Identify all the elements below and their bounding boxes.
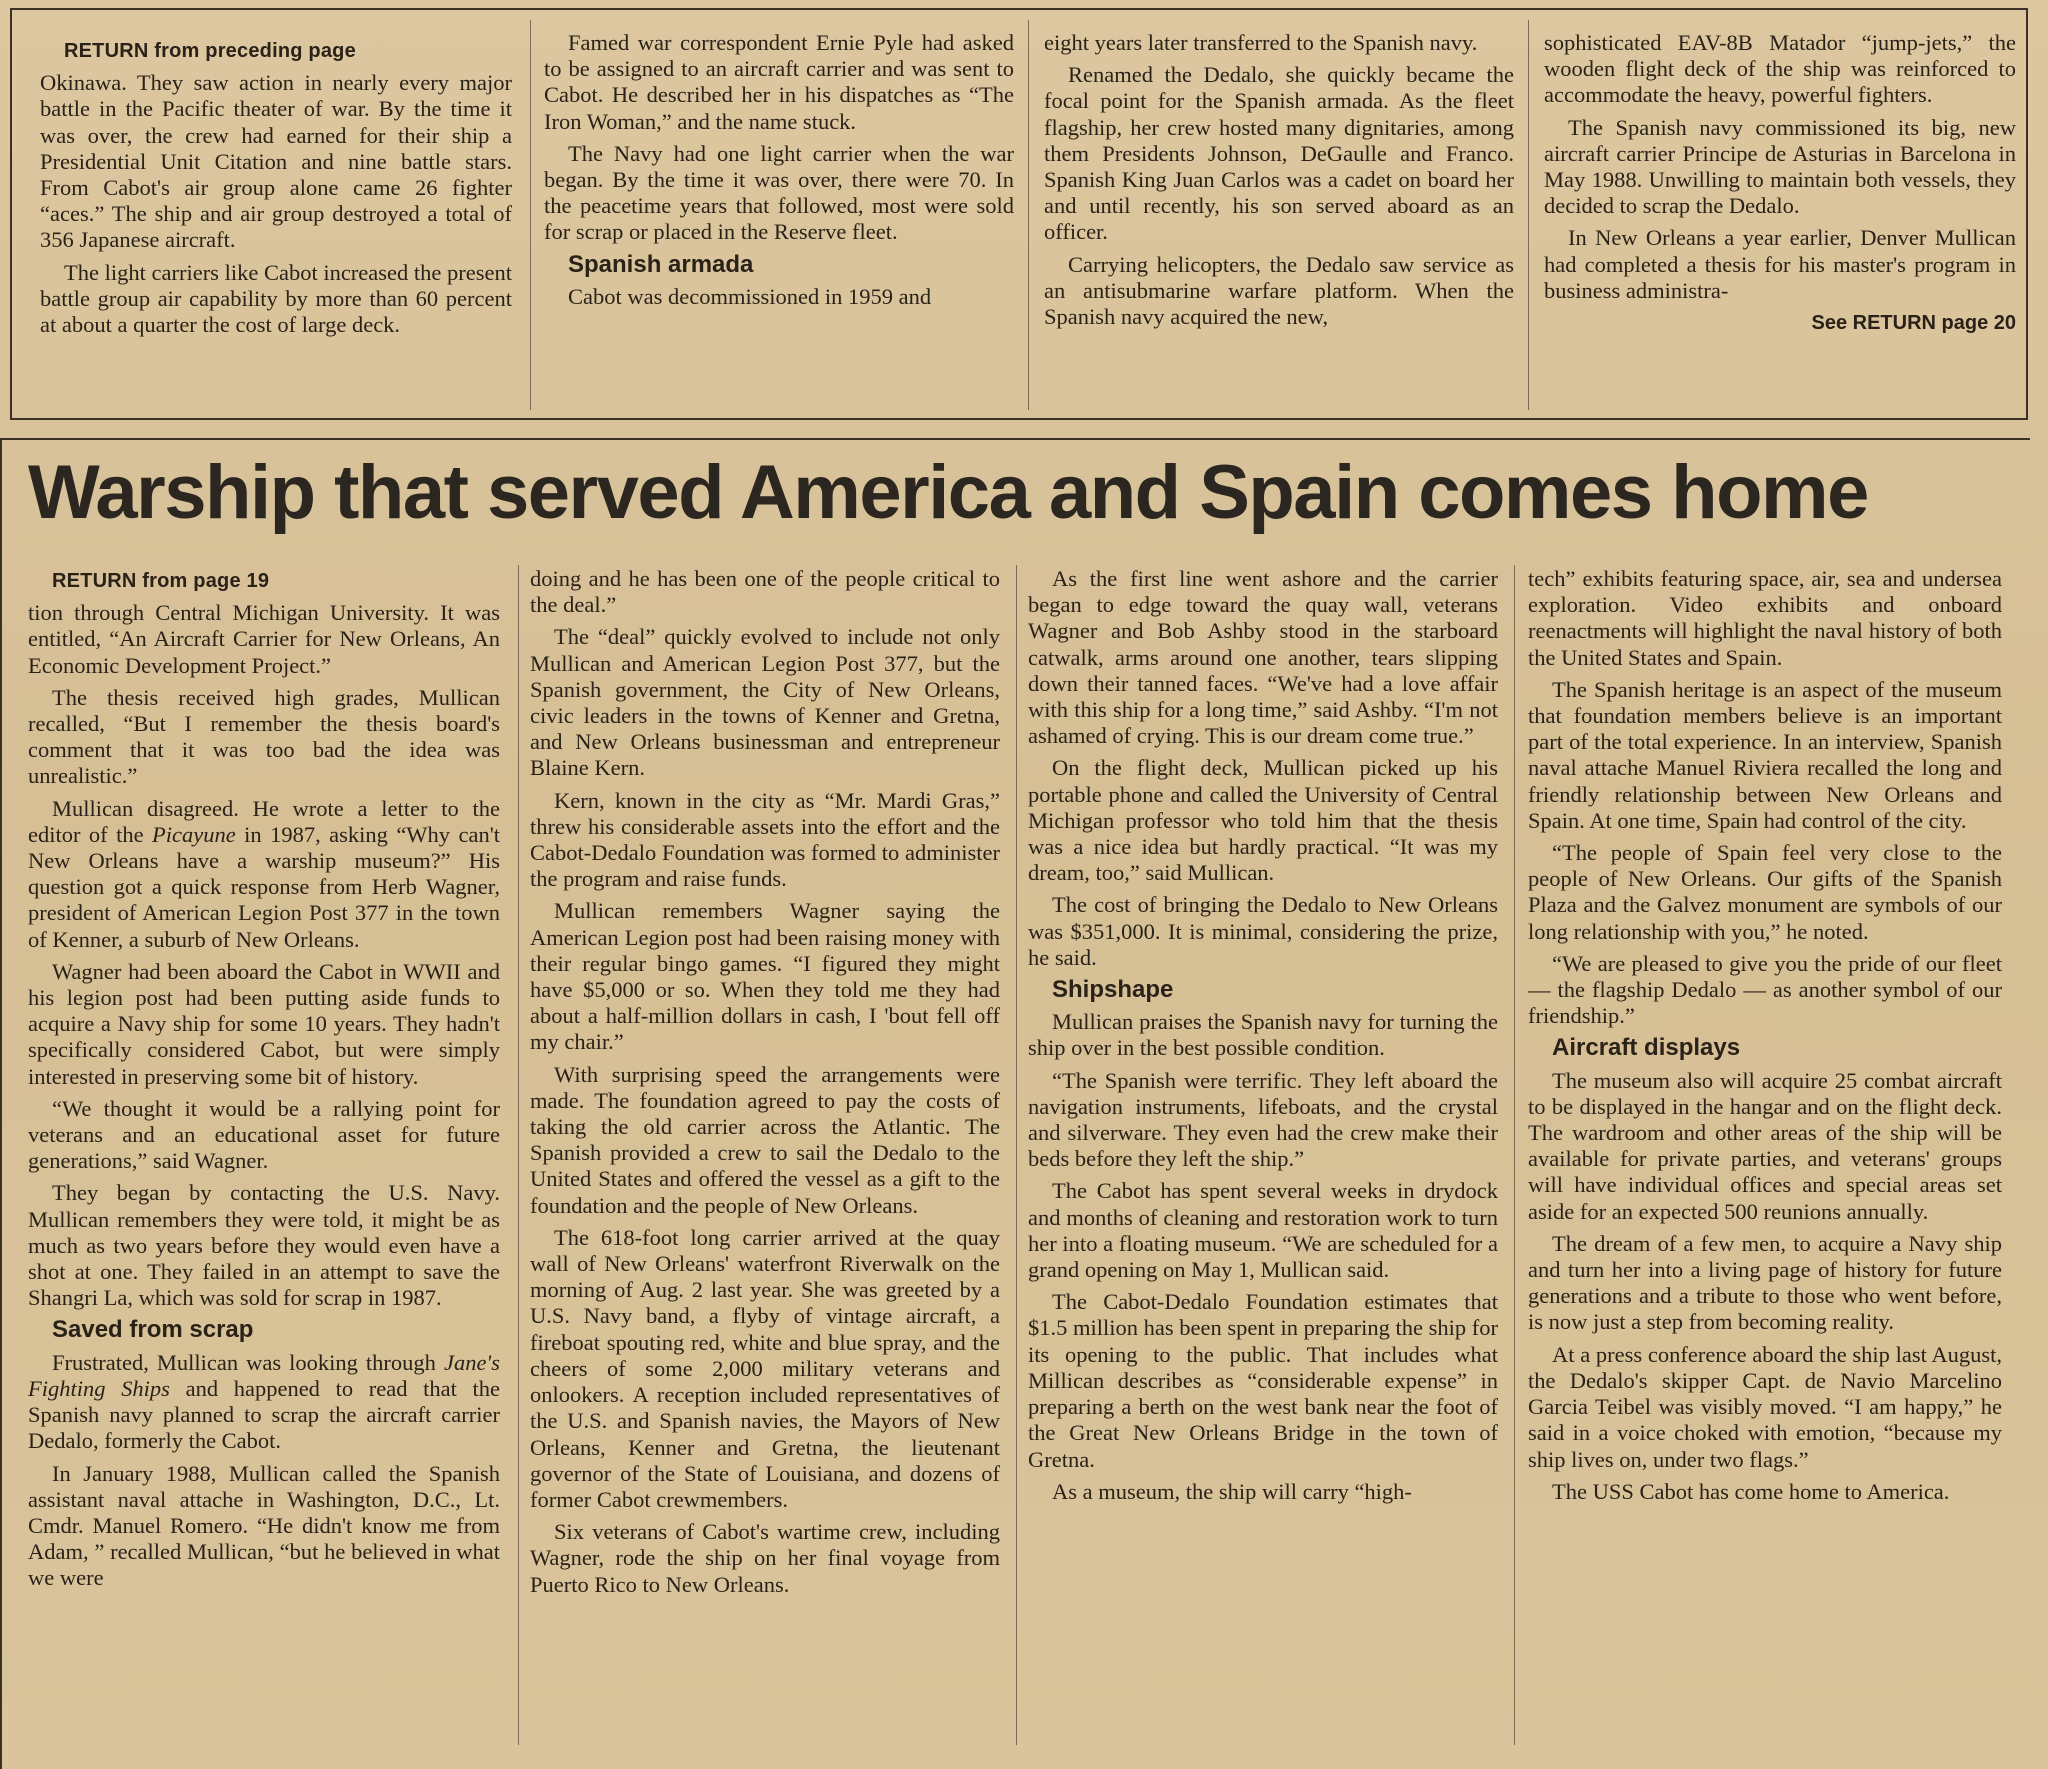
paragraph: Mullican disagreed. He wrote a letter to the editor of the Picayune in 1987, asking “Why can't New Orleans have a warship museum?” His question got a quick response from Herb Wagner, president of American Legion Post 377 in the town of Kenner, a suburb of New Orleans.	[28, 795, 501, 952]
paragraph: As a museum, the ship will carry “high-	[1052, 1478, 1412, 1504]
headline: Warship that served America and Spain comes home	[28, 450, 1868, 535]
paragraph: “The Spanish were terrific. They left aboard the navigation instruments, lifeboats, and the crystal and silverware. They even had the crew make their beds before they left the ship.”	[1028, 1067, 1498, 1172]
paragraph: Carrying helicopters, the Dedalo saw service as an antisubmarine warfare platform. When the Spanish navy acquired the new,	[1044, 251, 1514, 330]
paragraph: The cost of bringing the Dedalo to New Orleans was $351,000. It is minimal, considering the prize, he said.	[1028, 892, 1498, 970]
paragraph: Okinawa. They saw action in nearly every major battle in the Pacific theater of war. By the time it was over, the crew had earned for their ship a Presidential Unit Citation and nine battle stars. From Cabot's air group alone came 26 fighter “aces.” The ship and air group destroyed a total of 356 Japanese aircraft.	[40, 70, 512, 253]
subhead: Shipshape	[1052, 976, 1174, 1004]
column-rule	[518, 565, 519, 1745]
paragraph: On the flight deck, Mullican picked up his portable phone and called the University of Central Michigan professor who told him that the thesis was a nice idea but hardly practical. “It was my dream, too,” said Mullican.	[1028, 755, 1498, 886]
paragraph: Renamed the Dedalo, she quickly became the focal point for the Spanish armada. As the fleet flagship, her crew hosted many dignitaries, among them Presidents Johnson, DeGaulle and Franco. Spanish King Juan Carlos was a cadet on board her and until recently, his son served aboard as an officer.	[1044, 62, 1514, 245]
top-column-2	[544, 30, 1014, 316]
paragraph: Wagner had been aboard the Cabot in WWII and his legion post had been putting aside funds to acquire a Navy ship for some 10 years. They hadn't specifically considered Cabot, but were simply interested in preserving some bit of history.	[28, 958, 500, 1089]
paragraph: The Spanish heritage is an aspect of the museum that foundation members believe is an important part of the total experience. In an interview, Spanish naval attache Manuel Riviera recalled the long and friendly relationship between New Orleans and Spain. At one time, Spain had control of the city.	[1528, 676, 2002, 833]
column-rule	[1528, 20, 1529, 410]
bottom-column-1	[28, 568, 500, 1598]
column-rule	[1016, 565, 1017, 1745]
paragraph: The light carriers like Cabot increased the present battle group air capability by more than 60 percent at about a quarter the cost of large deck.	[40, 259, 512, 338]
return-kicker: RETURN from page 19	[52, 570, 270, 592]
subhead: Aircraft displays	[1552, 1034, 1741, 1062]
paragraph: They began by contacting the U.S. Navy. Mullican remembers they were told, it might be as much as two years before they would even have a shot at one. They failed in an attempt to save the Shangri La, which was sold for scrap in 1987.	[28, 1180, 500, 1311]
paragraph: eight years later transferred to the Spanish navy.	[1044, 30, 1478, 55]
paragraph: “We are pleased to give you the pride of our fleet — the flagship Dedalo — as another symbol of our friendship.”	[1528, 950, 2002, 1029]
subhead: Saved from scrap	[52, 1316, 254, 1344]
paragraph: The Navy had one light carrier when the war began. By the time it was over, there were 70. In the peacetime years that followed, most were sold for scrap or placed in the Reserve fleet.	[544, 140, 1014, 245]
paragraph: The USS Cabot has come home to America.	[1552, 1478, 1950, 1504]
paragraph: Mullican remembers Wagner saying the American Legion post had been raising money with their regular bingo games. “I figured they might have $5,000 or so. When they told me they had about a half-million dollars in cash, I 'bout fell off my chair.”	[530, 898, 1000, 1055]
paragraph: Six veterans of Cabot's wartime crew, including Wagner, rode the ship on her final voyage from Puerto Rico to New Orleans.	[530, 1519, 1000, 1597]
bottom-column-3	[1028, 566, 1498, 1511]
paragraph: The Cabot-Dedalo Foundation estimates that $1.5 million has been spent in preparing the ship for its opening to the public. That includes what Millican describes as “considerable expense” in preparing a berth on the west bank near the foot of the Great New Orleans Bridge in the town of Gretna.	[1028, 1289, 1498, 1472]
bottom-column-2	[530, 566, 1000, 1604]
paragraph: The museum also will acquire 25 combat aircraft to be displayed in the hangar and on the flight deck. The wardroom and other areas of the ship will be available for private parties, and veterans' groups will have individual offices and special areas set aside for an expected 500 reunions annually.	[1528, 1067, 2002, 1224]
jump-line: See RETURN page 20	[1811, 312, 2016, 335]
paragraph: Frustrated, Mullican was looking through Jane's Fighting Ships and happened to read that the Spanish navy planned to scrap the aircraft carrier Dedalo, formerly the Cabot.	[28, 1349, 500, 1454]
paragraph: Famed war correspondent Ernie Pyle had asked to be assigned to an aircraft carrier and was sent to Cabot. He described her in his dispatches as “The Iron Woman,” and the name stuck.	[544, 30, 1014, 134]
paragraph: The 618-foot long carrier arrived at the quay wall of New Orleans' waterfront Riverwalk on the morning of Aug. 2 last year. She was greeted by a U.S. Navy band, a flyby of vintage aircraft, a fireboat spouting red, white and blue spray, and the cheers of some 2,000 military veterans and onlookers. A reception included representatives of the U.S. and Spanish navies, the Mayors of New Orleans, Kenner and Gretna, the lieutenant governor of the State of Louisiana, and dozens of former Cabot crewmembers.	[530, 1224, 1000, 1512]
paragraph: sophisticated EAV-8B Matador “jump-jets,” the wooden flight deck of the ship was reinforced to accommodate the heavy, powerful fighters.	[1544, 30, 2016, 108]
paragraph: Kern, known in the city as “Mr. Mardi Gras,” threw his considerable assets into the effort and the Cabot-Dedalo Foundation was formed to administer the program and raise funds.	[530, 787, 1000, 892]
paragraph: Cabot was decommissioned in 1959 and	[568, 283, 932, 309]
paragraph: “We thought it would be a rallying point for veterans and an educational asset for future generations,” said Wagner.	[28, 1095, 500, 1174]
paragraph: “The people of Spain feel very close to the people of New Orleans. Our gifts of the Spanish Plaza and the Galvez monument are symbols of our long relationship with you,” he noted.	[1528, 840, 2002, 944]
paragraph: doing and he has been one of the people critical to the deal.”	[530, 566, 1000, 618]
paragraph: tion through Central Michigan University. It was entitled, “An Aircraft Carrier for New Orleans, An Economic Development Project.”	[28, 600, 500, 678]
paragraph: The Cabot has spent several weeks in drydock and months of cleaning and restoration work to turn her into a floating museum. “We are scheduled for a grand opening on May 1, Mullican said.	[1028, 1178, 1498, 1283]
subhead: Spanish armada	[568, 250, 754, 278]
column-rule	[1028, 20, 1029, 410]
top-column-1	[40, 38, 512, 344]
paragraph: Mullican praises the Spanish navy for turning the ship over in the best possible condition.	[1028, 1009, 1498, 1061]
return-kicker: RETURN from preceding page	[64, 40, 356, 62]
paragraph: At a press conference aboard the ship last August, the Dedalo's skipper Capt. de Navio Marcelino Garcia Teibel was visibly moved. “I am happy,” he said in a voice choked with emotion, “because my ship lives on, under two flags.”	[1528, 1341, 2002, 1472]
paragraph: tech” exhibits featuring space, air, sea and undersea exploration. Video exhibits and onboard reenactments will highlight the naval history of both the United States and Spain.	[1528, 566, 2002, 670]
paragraph: The thesis received high grades, Mullican recalled, “But I remember the thesis board's comment that it was too bad the idea was unrealistic.”	[28, 684, 500, 789]
top-column-4	[1544, 30, 2016, 342]
paragraph: The dream of a few men, to acquire a Navy ship and turn her into a living page of history for future generations and a tribute to those who went before, is now just a step from becoming reality.	[1528, 1230, 2002, 1335]
paragraph: With surprising speed the arrangements were made. The foundation agreed to pay the costs of taking the old carrier across the Atlantic. The Spanish provided a crew to sail the Dedalo to the United States and offered the vessel as a gift to the foundation and the people of New Orleans.	[530, 1061, 1000, 1218]
paragraph: The Spanish navy commissioned its big, new aircraft carrier Principe de Asturias in Barcelona in May 1988. Unwilling to maintain both vessels, they decided to scrap the Dedalo.	[1544, 114, 2016, 219]
top-column-3	[1044, 30, 1514, 336]
paragraph: As the first line went ashore and the carrier began to edge toward the quay wall, veterans Wagner and Bob Ashby stood in the starboard catwalk, arms around one another, tears slipping down their tanned faces. “We've had a love affair with this ship for a long time,” said Ashby. “I'm not ashamed of crying. This is our dream come true.”	[1028, 566, 1498, 749]
paragraph: In January 1988, Mullican called the Spanish assistant naval attache in Washington, D.C., Lt. Cmdr. Manuel Romero. “He didn't know me from Adam, ” recalled Mullican, “but he believed in what we were	[28, 1460, 500, 1591]
bottom-column-4	[1528, 566, 2002, 1511]
column-rule	[1514, 565, 1515, 1745]
column-rule	[530, 20, 531, 410]
paragraph: In New Orleans a year earlier, Denver Mullican had completed a thesis for his master's program in business administra-	[1544, 225, 2016, 303]
paragraph: The “deal” quickly evolved to include not only Mullican and American Legion Post 377, but the Spanish government, the City of New Orleans, civic leaders in the towns of Kenner and Gretna, and New Orleans businessman and entrepreneur Blaine Kern.	[530, 624, 1000, 781]
